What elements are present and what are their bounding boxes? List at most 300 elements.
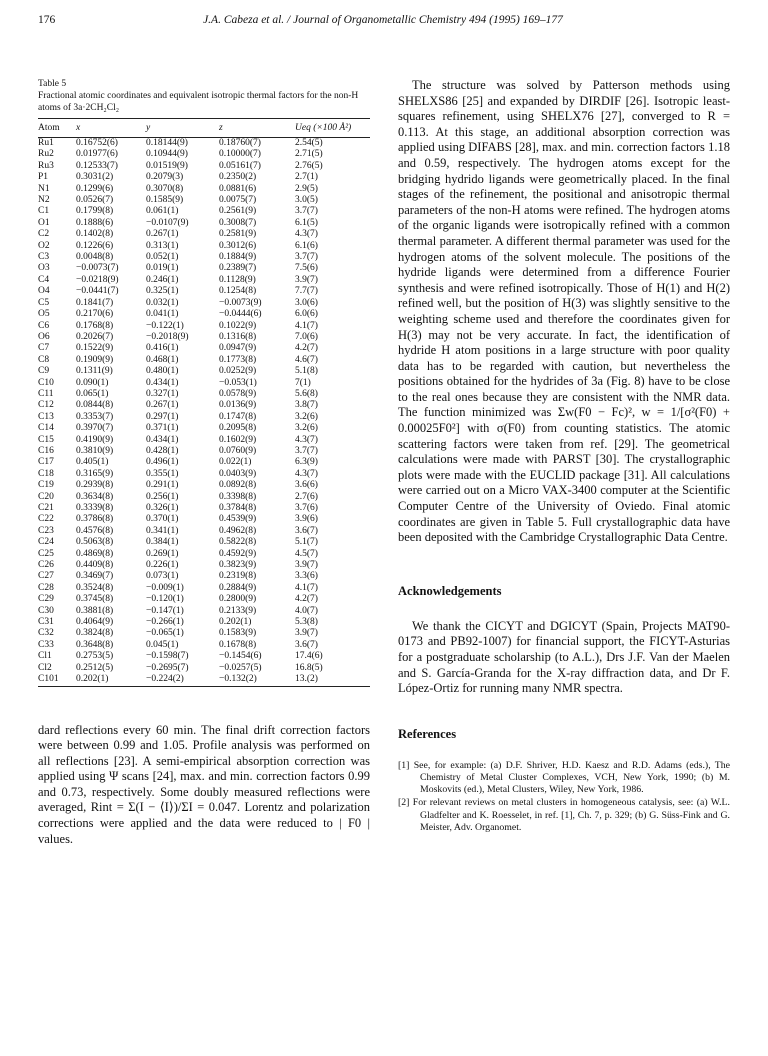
table-label: Table 5 xyxy=(38,79,67,89)
table-cell: 0.5822(8) xyxy=(219,537,257,548)
table-cell: 0.3745(8) xyxy=(76,594,114,605)
table-cell: 0.061(1) xyxy=(146,206,179,217)
table-cell: 0.202(1) xyxy=(219,617,252,628)
table-cell: 0.226(1) xyxy=(146,560,179,571)
table-row xyxy=(38,480,370,491)
left-column xyxy=(38,78,370,847)
col-header-y: y xyxy=(146,123,151,133)
table-cell: 3.7(7) xyxy=(295,252,318,263)
table-cell: 2.71(5) xyxy=(295,149,323,160)
table-cell: −0.053(1) xyxy=(219,377,257,388)
table-cell: C10 xyxy=(38,377,54,388)
table-cell: 0.313(1) xyxy=(146,240,179,251)
table-cell: 0.1316(8) xyxy=(219,331,257,342)
table-cell: 0.019(1) xyxy=(146,263,179,274)
table-cell: 0.1841(7) xyxy=(76,297,114,308)
table-cell: 0.1299(6) xyxy=(76,183,114,194)
table-cell: 3.6(6) xyxy=(295,480,318,491)
table-cell: C11 xyxy=(38,388,54,399)
table-row xyxy=(38,583,370,594)
table-cell: Ru3 xyxy=(38,160,54,171)
table-cell: 4.0(7) xyxy=(295,605,318,616)
table-cell: 0.10000(7) xyxy=(219,149,261,160)
table-row xyxy=(38,286,370,297)
table-row xyxy=(38,252,370,263)
table-cell: 0.5063(8) xyxy=(76,537,114,548)
col-header-ueq: Ueq (×100 Å²) xyxy=(295,123,352,133)
table-row xyxy=(38,549,370,560)
table-row xyxy=(38,514,370,525)
table-cell: 2.7(1) xyxy=(295,172,318,183)
table-cell: 0.267(1) xyxy=(146,229,179,240)
table-cell: 3.9(6) xyxy=(295,514,318,525)
references-heading: References xyxy=(398,726,457,741)
table-cell: 6.0(6) xyxy=(295,309,318,320)
table-cell: Cl1 xyxy=(38,651,52,662)
table-cell: 0.0136(9) xyxy=(219,400,257,411)
table-cell: 0.2581(9) xyxy=(219,229,257,240)
table-cell: 6.3(9) xyxy=(295,457,318,468)
table-cell: −0.120(1) xyxy=(146,594,184,605)
table-cell: C5 xyxy=(38,297,50,308)
table-cell: 0.327(1) xyxy=(146,388,179,399)
table-cell: 3.6(7) xyxy=(295,639,318,650)
table-cell: 3.7(7) xyxy=(295,206,318,217)
table-cell: 3.9(7) xyxy=(295,560,318,571)
table-cell: C31 xyxy=(38,617,54,628)
table-cell: O6 xyxy=(38,331,50,342)
table-cell: 0.3031(2) xyxy=(76,172,114,183)
table-cell: 0.0892(8) xyxy=(219,480,257,491)
table-cell: 0.18144(9) xyxy=(146,138,188,148)
table-cell: O3 xyxy=(38,263,50,274)
table-cell: 0.468(1) xyxy=(146,354,179,365)
table-cell: 0.041(1) xyxy=(146,309,179,320)
table-row xyxy=(38,651,370,662)
col-header-x: x xyxy=(76,123,81,133)
table-cell: O4 xyxy=(38,286,50,297)
table-cell: 0.2095(8) xyxy=(219,423,257,434)
references-list xyxy=(398,760,730,834)
table-row xyxy=(38,571,370,582)
table-cell: 0.12533(7) xyxy=(76,160,118,171)
table-cell: 0.326(1) xyxy=(146,503,179,513)
table-cell: C28 xyxy=(38,582,54,593)
journal-running-title: J.A. Cabeza et al. / Journal of Organometallic Chemistry 494 (1995) 169–177 xyxy=(203,14,563,26)
reference-item: [2] For relevant reviews on metal clusters in homogeneous catalysis, see: (a) W.L. Gladfelter and K. Roesselet, in ref. [1], Ch. 7, p. 329; (b) G. Süss-Fink and G. Meister, Adv. Organomet. xyxy=(398,797,730,833)
table-cell: 4.6(7) xyxy=(295,354,318,365)
table-cell: 4.3(7) xyxy=(295,229,318,240)
table-cell: 0.3970(7) xyxy=(76,423,114,434)
table-cell: 0.3823(9) xyxy=(219,560,257,571)
table-cell: 0.2753(5) xyxy=(76,651,114,662)
table-cell: −0.1598(7) xyxy=(146,651,189,662)
table-row xyxy=(38,343,370,354)
table-cell: 4.1(7) xyxy=(295,320,318,331)
table-cell: 0.4190(9) xyxy=(76,434,114,445)
table-cell: −0.2695(7) xyxy=(146,662,189,673)
table-cell: 0.3165(9) xyxy=(76,468,114,479)
table-cell: 0.405(1) xyxy=(76,457,109,468)
table-cell: 2.54(5) xyxy=(295,138,323,148)
structure-solution-paragraph: The structure was solved by Patterson methods using SHELXS86 [25] and expanded by DIRDIF [26]. Isotropic least-squares refinement, using SHELX76 [27], converged to R = 0.113. At this stage, an additional absorption correction was applied using DIFABS [28], max. and min. correction factors 1.18 and 0.59, respectively. The hydrogen atoms except for the bridging hydrido ligands were geometrically placed. In the final stages of the refinement, the positional and anisotropic thermal parameters of the non-H atoms were refined. The hydrogen atoms of the organic ligands were isotropically refined with a common thermal parameter. A different thermal parameter was used for the hydrogen atoms of the solvent molecule. The positions of the hydride ligands were determined from a difference Fourier synthesis and were refined isotropically. Those of H(1) and H(2) refined well, but the position of H(3) was slightly sensitive to the weighting scheme used and therefore the coordinates given for H(3) may not be very accurate. In fact, the identification of hydride H atom positions in a large structure with poor quality data has to be regarded with caution, but nevertheless the positions obtained for the hydrides of 3a (Fig. 8) have to be close to the real ones because they are consistent with the NMR data. The function minimized was Σw(F0 − Fc)², w = 1/[σ²(F0) + 0.00025F0²] with σ(F0) from counting statistics. The atomic scattering factors were taken from ref. [29]. The geometrical calculations were made with PARST [30]. The crystallographic plots were made with the EUCLID package [31]. All calculations were carried out on a Micro VAX-3400 computer at the Scientific Computer Centre of the University of Oviedo. Final atomic coordinates are given in Table 5. Full crystallographic data have been deposited with the Cambridge Crystallographic Data Centre. xyxy=(398,78,730,545)
table-cell: C6 xyxy=(38,320,50,331)
table-cell: 0.022(1) xyxy=(219,457,252,468)
table-cell: O1 xyxy=(38,217,50,228)
table-cell: 0.0403(9) xyxy=(219,468,257,479)
table-cell: 0.2350(2) xyxy=(219,172,257,183)
table-cell: 17.4(6) xyxy=(295,651,323,662)
table-cell: C33 xyxy=(38,639,54,650)
table-cell: 0.434(1) xyxy=(146,377,179,388)
table-row xyxy=(38,446,370,457)
table-cell: 0.1888(6) xyxy=(76,217,114,228)
table-body xyxy=(38,138,370,687)
table-row xyxy=(38,241,370,252)
table-cell: C21 xyxy=(38,503,54,513)
table-cell: C101 xyxy=(38,674,59,685)
table-cell: 0.480(1) xyxy=(146,366,179,377)
table-cell: 0.2079(3) xyxy=(146,172,184,183)
table-row xyxy=(38,469,370,480)
table-cell: 4.1(7) xyxy=(295,582,318,593)
table-cell: 0.4869(8) xyxy=(76,548,114,559)
table-cell: 0.10944(9) xyxy=(146,149,188,160)
table-cell: 0.01519(9) xyxy=(146,160,188,171)
table-row xyxy=(38,640,370,651)
table-cell: C29 xyxy=(38,594,54,605)
table-cell: 7.5(6) xyxy=(295,263,318,274)
page-header xyxy=(38,14,728,30)
table-cell: C2 xyxy=(38,229,50,240)
table-cell: 0.18760(7) xyxy=(219,138,261,148)
table-row xyxy=(38,184,370,195)
table-cell: 0.3784(8) xyxy=(219,503,257,513)
table-cell: 0.4576(8) xyxy=(76,525,114,536)
table-cell: 0.371(1) xyxy=(146,423,179,434)
table-row xyxy=(38,423,370,434)
table-row xyxy=(38,560,370,571)
table-cell: 3.9(7) xyxy=(295,628,318,639)
table-row xyxy=(38,412,370,423)
table-row xyxy=(38,503,370,514)
table-cell: 0.1773(8) xyxy=(219,354,257,365)
table-row xyxy=(38,606,370,617)
table-row xyxy=(38,594,370,605)
table-cell: 0.073(1) xyxy=(146,571,179,582)
table-cell: 0.1254(8) xyxy=(219,286,257,297)
table-cell: 3.2(6) xyxy=(295,423,318,434)
table-row xyxy=(38,366,370,377)
table-cell: N1 xyxy=(38,183,50,194)
table-cell: 5.1(7) xyxy=(295,537,318,548)
table-cell: N2 xyxy=(38,195,50,206)
table-cell: 0.3881(8) xyxy=(76,605,114,616)
table-row xyxy=(38,138,370,150)
table-cell: Ru1 xyxy=(38,138,54,148)
table-cell: 0.4592(9) xyxy=(219,548,257,559)
table-row xyxy=(38,526,370,537)
table-cell: 0.0252(9) xyxy=(219,366,257,377)
table-cell: 0.269(1) xyxy=(146,548,179,559)
table-row xyxy=(38,149,370,160)
table-cell: 3.0(6) xyxy=(295,297,318,308)
table-cell: 2.9(5) xyxy=(295,183,318,194)
table-cell: 0.090(1) xyxy=(76,377,109,388)
table-cell: −0.132(2) xyxy=(219,674,257,685)
table-row xyxy=(38,195,370,206)
table-cell: C25 xyxy=(38,548,54,559)
table-cell: C26 xyxy=(38,560,54,571)
table-row xyxy=(38,321,370,332)
table-cell: C14 xyxy=(38,423,54,434)
table-row xyxy=(38,229,370,240)
table-cell: C12 xyxy=(38,400,54,411)
table-cell: 0.267(1) xyxy=(146,400,179,411)
table-cell: 0.370(1) xyxy=(146,514,179,525)
table-cell: 0.3008(7) xyxy=(219,217,257,228)
table-cell: 0.065(1) xyxy=(76,388,109,399)
table-cell: 0.0881(6) xyxy=(219,183,257,194)
table-row xyxy=(38,663,370,674)
table-cell: C27 xyxy=(38,571,54,582)
table-cell: C18 xyxy=(38,468,54,479)
table-cell: 0.3469(7) xyxy=(76,571,114,582)
table-cell: Ru2 xyxy=(38,149,54,160)
table-cell: C30 xyxy=(38,605,54,616)
table-cell: 0.052(1) xyxy=(146,252,179,263)
table-cell: 0.355(1) xyxy=(146,468,179,479)
table-row xyxy=(38,332,370,343)
table-cell: 0.05161(7) xyxy=(219,160,261,171)
table-cell: 0.1909(9) xyxy=(76,354,114,365)
table-cell: 4.3(7) xyxy=(295,468,318,479)
table-cell: C4 xyxy=(38,274,50,285)
table-cell: 4.2(7) xyxy=(295,594,318,605)
table-cell: C13 xyxy=(38,411,54,422)
table-cell: −0.0444(6) xyxy=(219,309,262,320)
table-cell: C22 xyxy=(38,514,54,525)
table-cell: 2.7(6) xyxy=(295,491,318,502)
table-cell: 0.2884(9) xyxy=(219,582,257,593)
left-body-paragraph: dard reflections every 60 min. The final drift correction factors were between 0.99 and 1.05. Profile analysis was performed on all reflections [23]. A semi-empirical absorption correction was applied using Ψ scans [24], max. and min. correction factors 0.99 and 0.73, respectively. Some doubly measured reflections were averaged, Rint = Σ(I − ⟨I⟩)/ΣI = 0.047. Lorentz and polarization corrections were applied and the data were reduced to | F0 | values. xyxy=(38,722,370,846)
table-cell: 0.1402(8) xyxy=(76,229,114,240)
table-cell: −0.224(2) xyxy=(146,674,184,685)
table-cell: O2 xyxy=(38,240,50,251)
table-cell: C19 xyxy=(38,480,54,491)
table-cell: −0.1454(6) xyxy=(219,651,262,662)
table-cell: 3.8(7) xyxy=(295,400,318,411)
table-cell: 6.1(6) xyxy=(295,240,318,251)
table-cell: 0.3810(9) xyxy=(76,445,114,456)
table-cell: −0.147(1) xyxy=(146,605,184,616)
table-cell: C24 xyxy=(38,537,54,548)
table-cell: 0.3012(6) xyxy=(219,240,257,251)
table-cell: 0.3353(7) xyxy=(76,411,114,422)
table-row xyxy=(38,628,370,639)
table-cell: −0.0257(5) xyxy=(219,662,262,673)
table-cell: −0.0073(9) xyxy=(219,297,262,308)
table-row xyxy=(38,617,370,628)
table-cell: 5.6(8) xyxy=(295,388,318,399)
table-cell: 0.1311(9) xyxy=(76,366,113,377)
table-cell: C23 xyxy=(38,525,54,536)
table-cell: 0.246(1) xyxy=(146,274,179,285)
table-row xyxy=(38,172,370,183)
table-cell: −0.0107(9) xyxy=(146,217,189,228)
table-row xyxy=(38,435,370,446)
table-cell: −0.2018(9) xyxy=(146,331,189,342)
table-cell: 0.3524(8) xyxy=(76,582,114,593)
table-cell: C9 xyxy=(38,366,50,377)
table-row xyxy=(38,275,370,286)
table-cell: 0.0048(8) xyxy=(76,252,114,263)
table-cell: −0.0218(9) xyxy=(76,274,119,285)
table-cell: −0.065(1) xyxy=(146,628,184,639)
table-cell: 3.2(6) xyxy=(295,411,318,422)
table-cell: 4.5(7) xyxy=(295,548,318,559)
table-cell: C15 xyxy=(38,434,54,445)
table-cell: 0.2939(8) xyxy=(76,480,114,491)
table-row xyxy=(38,457,370,468)
table-cell: 0.2170(6) xyxy=(76,309,114,320)
table-cell: 0.1583(9) xyxy=(219,628,257,639)
page-number: 176 xyxy=(38,14,56,26)
table-cell: 0.0075(7) xyxy=(219,195,257,206)
table-row xyxy=(38,309,370,320)
table-cell: C20 xyxy=(38,491,54,502)
coordinates-table xyxy=(38,118,370,687)
table-row xyxy=(38,378,370,389)
table-cell: 0.032(1) xyxy=(146,297,179,308)
table-cell: 0.2512(5) xyxy=(76,662,114,673)
table-cell: 6.1(5) xyxy=(295,217,318,228)
col-header-atom: Atom xyxy=(38,123,60,133)
table-cell: 0.3648(8) xyxy=(76,639,114,650)
table-cell: −0.009(1) xyxy=(146,582,184,593)
table-cell: 3.7(7) xyxy=(295,445,318,456)
table-cell: 0.384(1) xyxy=(146,537,179,548)
table-cell: 2.76(5) xyxy=(295,160,323,171)
table-row xyxy=(38,674,370,686)
table-cell: 0.1884(9) xyxy=(219,252,257,263)
table-cell: 16.8(5) xyxy=(295,662,323,673)
reference-item: [1] See, for example: (a) D.F. Shriver, H.D. Kaesz and R.D. Adams (eds.), The Chemistry of Metal Cluster Complexes, VCH, New York, 1990; (b) M. Moskovits (ed.), Metal Clusters, Wiley, New York, 1986. xyxy=(398,759,730,796)
table-cell: 0.1768(8) xyxy=(76,320,114,331)
col-header-z: z xyxy=(219,123,223,133)
table-cell: 0.434(1) xyxy=(146,434,179,445)
table-cell: 0.4539(9) xyxy=(219,514,257,525)
table-cell: 0.496(1) xyxy=(146,457,179,468)
table-cell: 0.2026(7) xyxy=(76,331,114,342)
table-header-row xyxy=(38,119,370,138)
table-cell: 0.1585(9) xyxy=(146,195,184,206)
table-cell: C32 xyxy=(38,628,54,639)
table-cell: 0.3070(8) xyxy=(146,183,184,194)
table-row xyxy=(38,537,370,548)
table-row xyxy=(38,355,370,366)
table-cell: 0.1747(8) xyxy=(219,411,257,422)
table-cell: 0.1022(9) xyxy=(219,320,257,331)
right-column xyxy=(398,78,730,835)
table-cell: 0.2389(7) xyxy=(219,263,257,274)
table-cell: −0.122(1) xyxy=(146,320,184,331)
table-cell: 3.6(7) xyxy=(295,525,318,536)
table-cell: 0.3398(8) xyxy=(219,491,257,502)
table-row xyxy=(38,206,370,217)
table-cell: P1 xyxy=(38,172,49,183)
table-cell: 0.291(1) xyxy=(146,480,179,491)
table-cell: 0.3786(8) xyxy=(76,514,114,525)
table-cell: 7.7(7) xyxy=(295,286,318,297)
table-row xyxy=(38,298,370,309)
table-cell: 3.3(6) xyxy=(295,571,318,582)
table-cell: 0.1522(9) xyxy=(76,343,114,354)
table-cell: 13.(2) xyxy=(295,674,318,685)
table-cell: 0.428(1) xyxy=(146,445,179,456)
table-cell: 3.9(7) xyxy=(295,274,318,285)
table-row xyxy=(38,161,370,172)
table-cell: C8 xyxy=(38,354,50,365)
table-cell: 0.4962(8) xyxy=(219,525,257,536)
table-cell: 0.0578(9) xyxy=(219,388,257,399)
table-row xyxy=(38,492,370,503)
table-cell: O5 xyxy=(38,309,50,320)
table-cell: 0.3824(8) xyxy=(76,628,114,639)
table-cell: 0.1226(6) xyxy=(76,240,114,251)
acknowledgements-heading: Acknowledgements xyxy=(398,583,502,598)
table-cell: C16 xyxy=(38,445,54,456)
table-cell: 0.2319(8) xyxy=(219,571,257,582)
table-cell: 0.1602(9) xyxy=(219,434,257,445)
table-cell: 0.2133(9) xyxy=(219,605,257,616)
table-cell: 4.2(7) xyxy=(295,343,318,354)
table-caption: Fractional atomic coordinates and equivalent isotropic thermal factors for the non-H atoms of 3a·2CH₂Cl₂ xyxy=(38,91,359,113)
table-cell: 0.4064(9) xyxy=(76,617,114,628)
table-cell: 0.1678(8) xyxy=(219,639,257,650)
table-cell: 0.01977(6) xyxy=(76,149,118,160)
table-cell: 4.3(7) xyxy=(295,434,318,445)
table-cell: 0.4409(8) xyxy=(76,560,114,571)
table-cell: 0.16752(6) xyxy=(76,138,118,148)
table-cell: C17 xyxy=(38,457,54,468)
table-cell: 0.2561(9) xyxy=(219,206,257,217)
table-cell: 0.202(1) xyxy=(76,674,109,685)
table-cell: 0.045(1) xyxy=(146,639,179,650)
table-cell: 0.0526(7) xyxy=(76,195,114,206)
table-cell: 0.0760(9) xyxy=(219,445,257,456)
table-cell: 0.0844(8) xyxy=(76,400,114,411)
table-cell: 0.297(1) xyxy=(146,411,179,422)
table-cell: −0.0073(7) xyxy=(76,263,119,274)
table-cell: C1 xyxy=(38,206,50,217)
table-cell: 0.3339(8) xyxy=(76,503,114,513)
table-cell: 7(1) xyxy=(295,377,311,388)
table-cell: 0.341(1) xyxy=(146,525,179,536)
table-cell: −0.0441(7) xyxy=(76,286,119,297)
table-cell: 3.7(6) xyxy=(295,503,318,513)
table-cell: 5.3(8) xyxy=(295,617,318,628)
table-cell: 3.0(5) xyxy=(295,195,318,206)
table-cell: 7.0(6) xyxy=(295,331,318,342)
table-cell: 0.325(1) xyxy=(146,286,179,297)
table-row xyxy=(38,218,370,229)
table-cell: 0.0947(9) xyxy=(219,343,257,354)
table-cell: −0.266(1) xyxy=(146,617,184,628)
table-row xyxy=(38,400,370,411)
table-cell: 0.1799(8) xyxy=(76,206,114,217)
table-cell: 0.416(1) xyxy=(146,343,179,354)
